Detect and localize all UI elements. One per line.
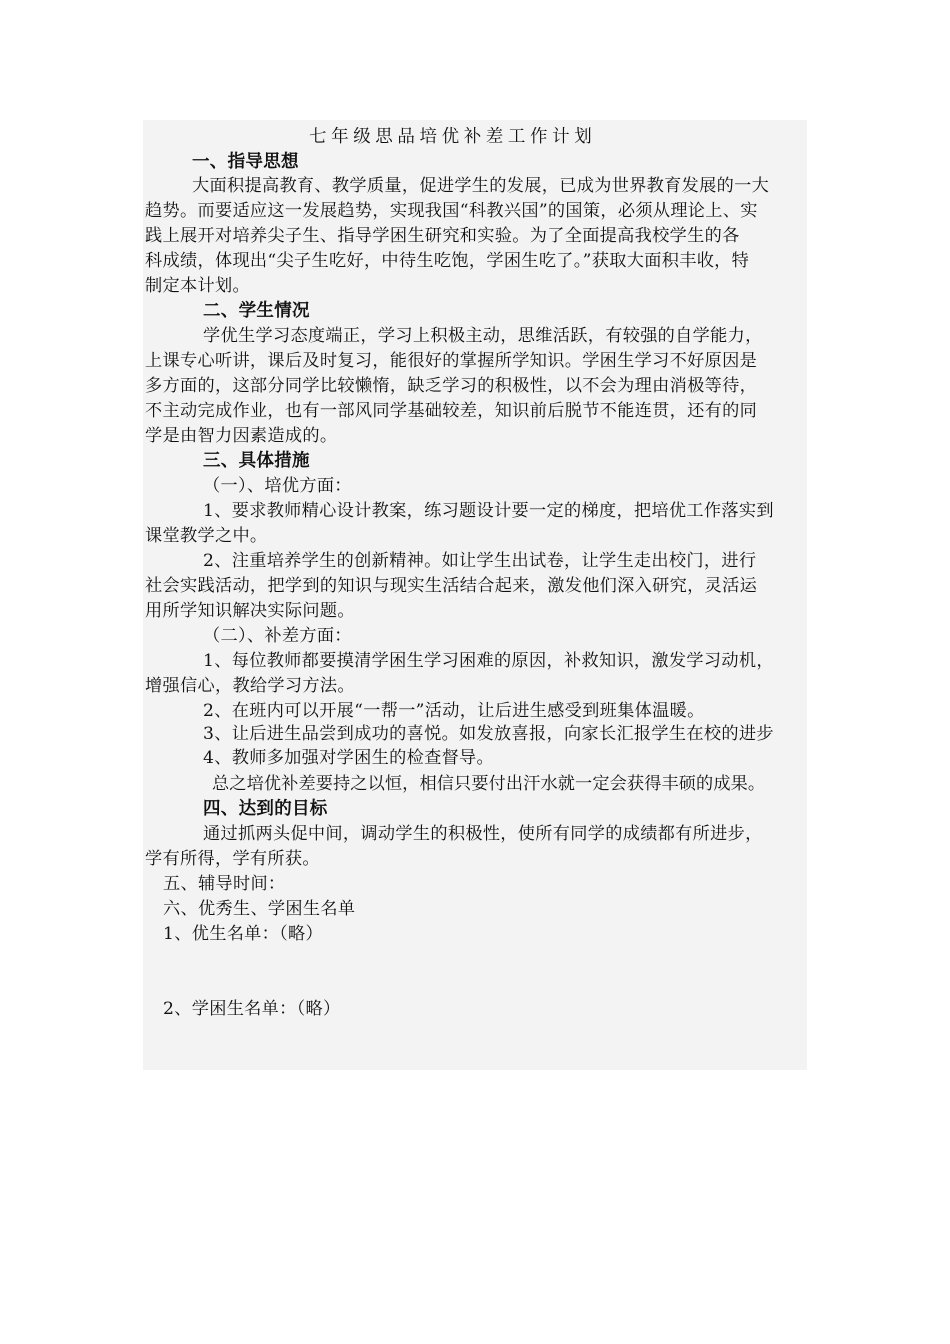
paragraph-line: 通过抓两头促中间，调动学生的积极性，使所有同学的成绩都有所进步， bbox=[203, 824, 763, 844]
paragraph-line: 趋势。而要适应这一发展趋势，实现我国“科教兴国”的国策，必须从理论上、实 bbox=[145, 201, 758, 221]
section-heading: 三、具体措施 bbox=[203, 451, 310, 471]
paragraph-line: 1、每位教师都要摸清学困生学习困难的原因，补救知识，激发学习动机， bbox=[203, 651, 774, 671]
paragraph-line: 制定本计划。 bbox=[145, 276, 250, 296]
paragraph-line: 多方面的，这部分同学比较懒惰，缺乏学习的积极性，以不会为理由消极等待， bbox=[145, 376, 758, 396]
paragraph-line: 践上展开对培养尖子生、指导学困生研究和实验。为了全面提高我校学生的各 bbox=[145, 226, 740, 246]
subsection-heading: （二）、补差方面： bbox=[203, 626, 352, 646]
document-title: 七年级思品培优补差工作计划 bbox=[309, 127, 597, 147]
paragraph-line: 学优生学习态度端正，学习上积极主动，思维活跃，有较强的自学能力， bbox=[203, 326, 763, 346]
paragraph-line: 不主动完成作业，也有一部风同学基础较差，知识前后脱节不能连贯，还有的同 bbox=[145, 401, 758, 421]
paragraph-line: 2、注重培养学生的创新精神。如让学生出试卷，让学生走出校门，进行 bbox=[203, 551, 757, 571]
paragraph-line: 增强信心，教给学习方法。 bbox=[145, 676, 355, 696]
paragraph-line: 3、让后进生品尝到成功的喜悦。如发放喜报，向家长汇报学生在校的进步 bbox=[203, 724, 774, 744]
paragraph-line: 社会实践活动，把学到的知识与现实生活结合起来，激发他们深入研究，灵活运 bbox=[145, 576, 758, 596]
section-heading: 四、达到的目标 bbox=[203, 799, 328, 819]
paragraph-line: 科成绩，体现出“尖子生吃好，中待生吃饱，学困生吃了。”获取大面积丰收，特 bbox=[145, 251, 750, 271]
paragraph-line: 课堂教学之中。 bbox=[145, 526, 268, 546]
paragraph-line: 学是由智力因素造成的。 bbox=[145, 426, 338, 446]
paragraph-line: 1、要求教师精心设计教案，练习题设计要一定的梯度，把培优工作落实到 bbox=[203, 501, 774, 521]
section-heading: 五、辅导时间： bbox=[163, 874, 286, 894]
paragraph-line: 用所学知识解决实际问题。 bbox=[145, 601, 355, 621]
paragraph-line: 4、教师多加强对学困生的检查督导。 bbox=[203, 748, 495, 768]
paragraph-line: 总之培优补差要持之以恒，相信只要付出汗水就一定会获得丰硕的成果。 bbox=[212, 774, 766, 794]
paragraph-line: 上课专心听讲，课后及时复习，能很好的掌握所学知识。学困生学习不好原因是 bbox=[145, 351, 758, 371]
subsection-heading: （一）、培优方面： bbox=[203, 476, 352, 496]
section-heading: 二、学生情况 bbox=[203, 301, 310, 321]
list-item: 2、学困生名单：（略） bbox=[163, 999, 341, 1019]
list-item: 1、优生名单：（略） bbox=[163, 924, 324, 944]
section-heading: 六、优秀生、学困生名单 bbox=[163, 899, 356, 919]
paragraph-line: 学有所得，学有所获。 bbox=[145, 849, 320, 869]
paragraph-line: 2、在班内可以开展“一帮一”活动，让后进生感受到班集体温暖。 bbox=[203, 701, 705, 721]
section-heading: 一、指导思想 bbox=[192, 152, 299, 172]
paragraph-line: 大面积提高教育、教学质量，促进学生的发展，已成为世界教育发展的一大 bbox=[192, 176, 770, 196]
